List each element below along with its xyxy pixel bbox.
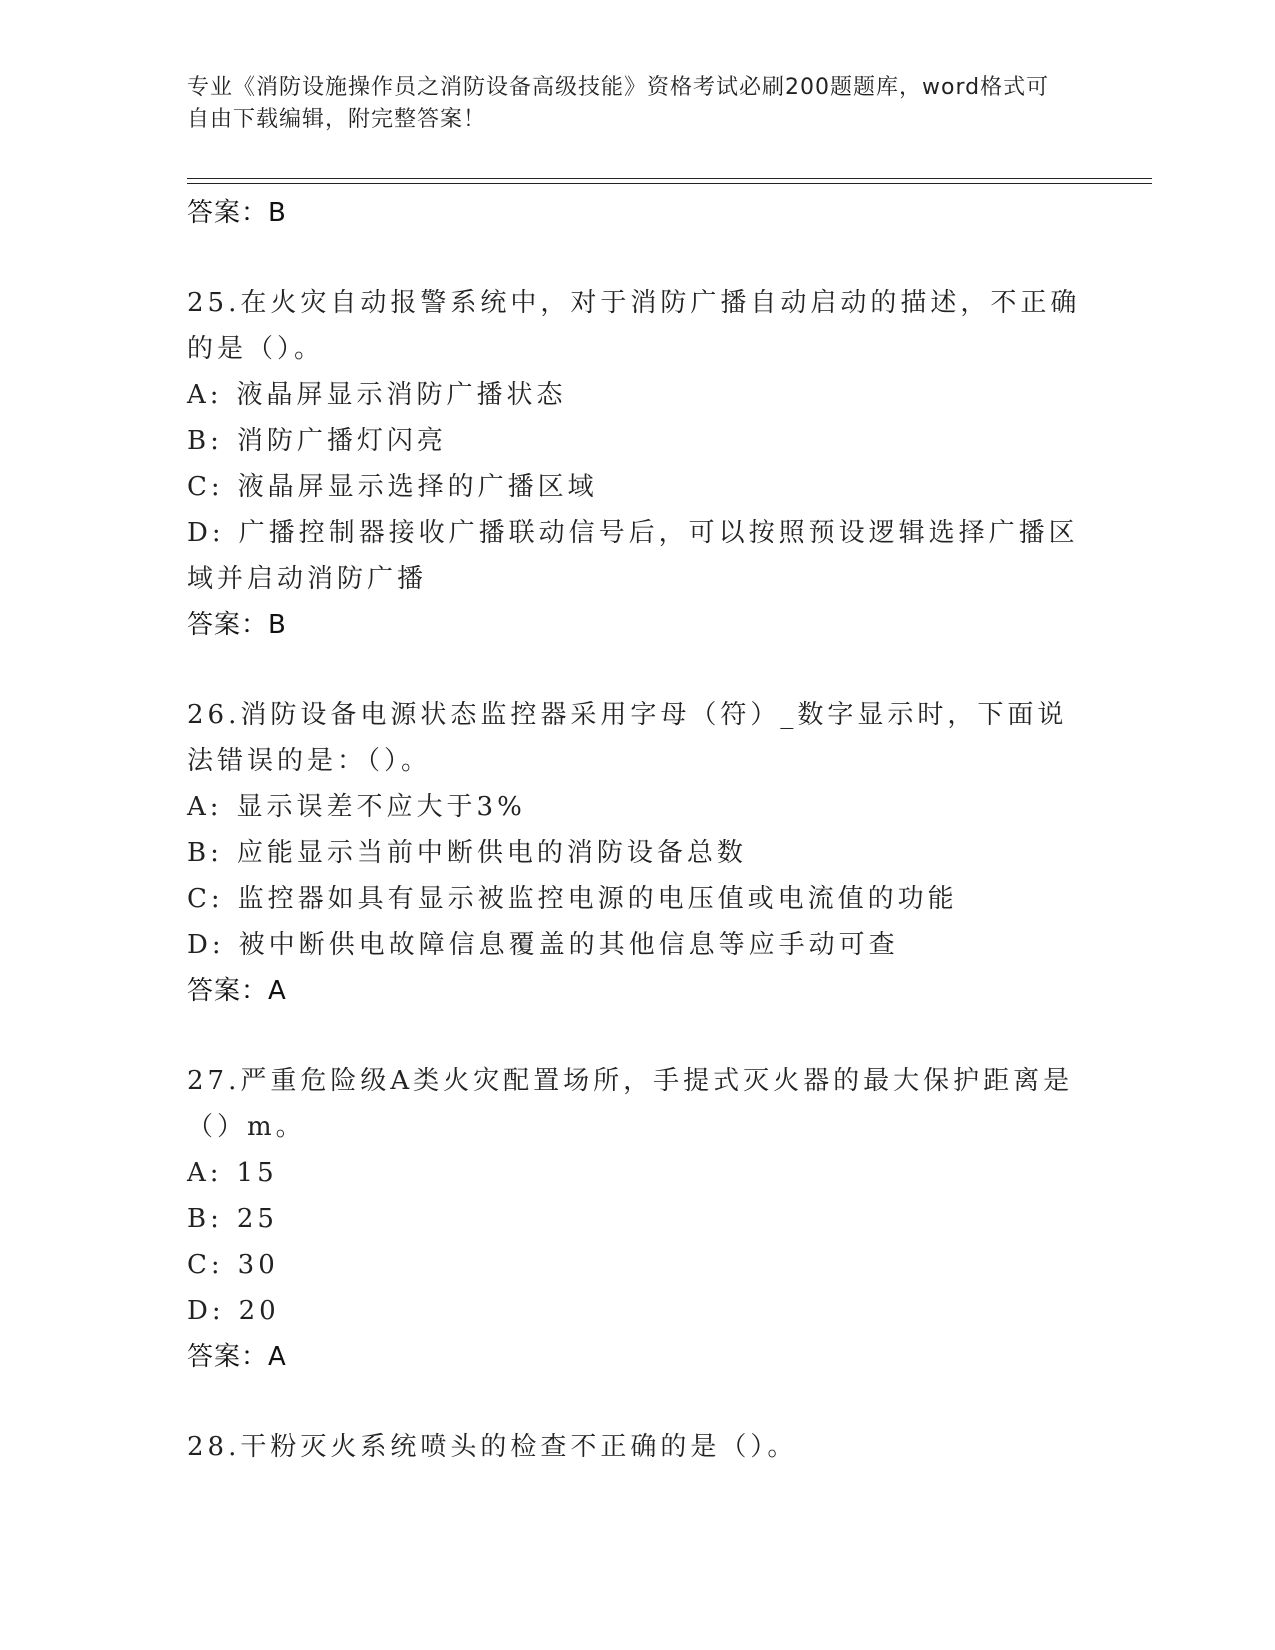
option-text: 被中断供电故障信息覆盖的其他信息等应手动可查 (238, 930, 899, 960)
option-text: 25 (236, 1204, 278, 1234)
answer-line: 答案：A (187, 976, 287, 1006)
document-body (187, 190, 1087, 1470)
question-text: 26.消防设备电源状态监控器采用字母（符）_数字显示时，下面说法错误的是：（）。 (187, 700, 1068, 776)
option-letter: A: (187, 792, 223, 822)
answer-line: 答案：A (187, 1342, 287, 1372)
option-text: 液晶屏显示消防广播状态 (236, 380, 567, 410)
answer-line: 答案：B (187, 610, 287, 640)
question-26 (187, 692, 1087, 1014)
question-text: 28.干粉灭火系统喷头的检查不正确的是（）。 (187, 1432, 798, 1462)
option-text: 显示误差不应大于3% (236, 792, 526, 822)
option-a (187, 1150, 1087, 1196)
option-d (187, 1288, 1087, 1334)
option-text: 广播控制器接收广播联动信号后，可以按照预设逻辑选择广播区域并启动消防广播 (187, 518, 1079, 594)
option-text: 30 (237, 1250, 279, 1280)
option-d (187, 922, 1087, 968)
option-text: 消防广播灯闪亮 (236, 426, 447, 456)
question-text: 25.在火灾自动报警系统中，对于消防广播自动启动的描述，不正确的是（）。 (187, 288, 1081, 364)
option-b (187, 418, 1087, 464)
option-letter: C: (187, 472, 224, 502)
question-25 (187, 280, 1087, 648)
option-b (187, 1196, 1087, 1242)
option-letter: B: (187, 1204, 223, 1234)
option-text: 液晶屏显示选择的广播区域 (237, 472, 598, 502)
option-letter: C: (187, 884, 224, 914)
option-b (187, 830, 1087, 876)
option-letter: B: (187, 838, 223, 868)
question-28 (187, 1424, 1087, 1470)
question-27 (187, 1058, 1087, 1380)
option-a (187, 784, 1087, 830)
option-letter: D: (187, 930, 225, 960)
option-text: 监控器如具有显示被监控电源的电压值或电流值的功能 (237, 884, 958, 914)
option-c (187, 464, 1087, 510)
question-text: 27.严重危险级A类火灾配置场所，手提式灭火器的最大保护距离是（）m。 (187, 1066, 1074, 1142)
option-letter: D: (187, 518, 225, 548)
option-letter: C: (187, 1250, 224, 1280)
header-rule-top (187, 178, 1152, 179)
option-letter: A: (187, 1158, 223, 1188)
option-text: 20 (238, 1296, 280, 1326)
option-c (187, 1242, 1087, 1288)
option-a (187, 372, 1087, 418)
option-letter: D: (187, 1296, 225, 1326)
option-text: 应能显示当前中断供电的消防设备总数 (236, 838, 747, 868)
option-letter: A: (187, 380, 223, 410)
document-header: 专业《消防设施操作员之消防设备高级技能》资格考试必刷200题题库，word格式可自由下载编辑，附完整答案！ (187, 75, 1050, 132)
header-rule-bottom (187, 183, 1152, 184)
option-letter: B: (187, 426, 223, 456)
option-d (187, 510, 1087, 602)
option-text: 15 (236, 1158, 278, 1188)
option-c (187, 876, 1087, 922)
answer-line: 答案：B (187, 198, 287, 228)
